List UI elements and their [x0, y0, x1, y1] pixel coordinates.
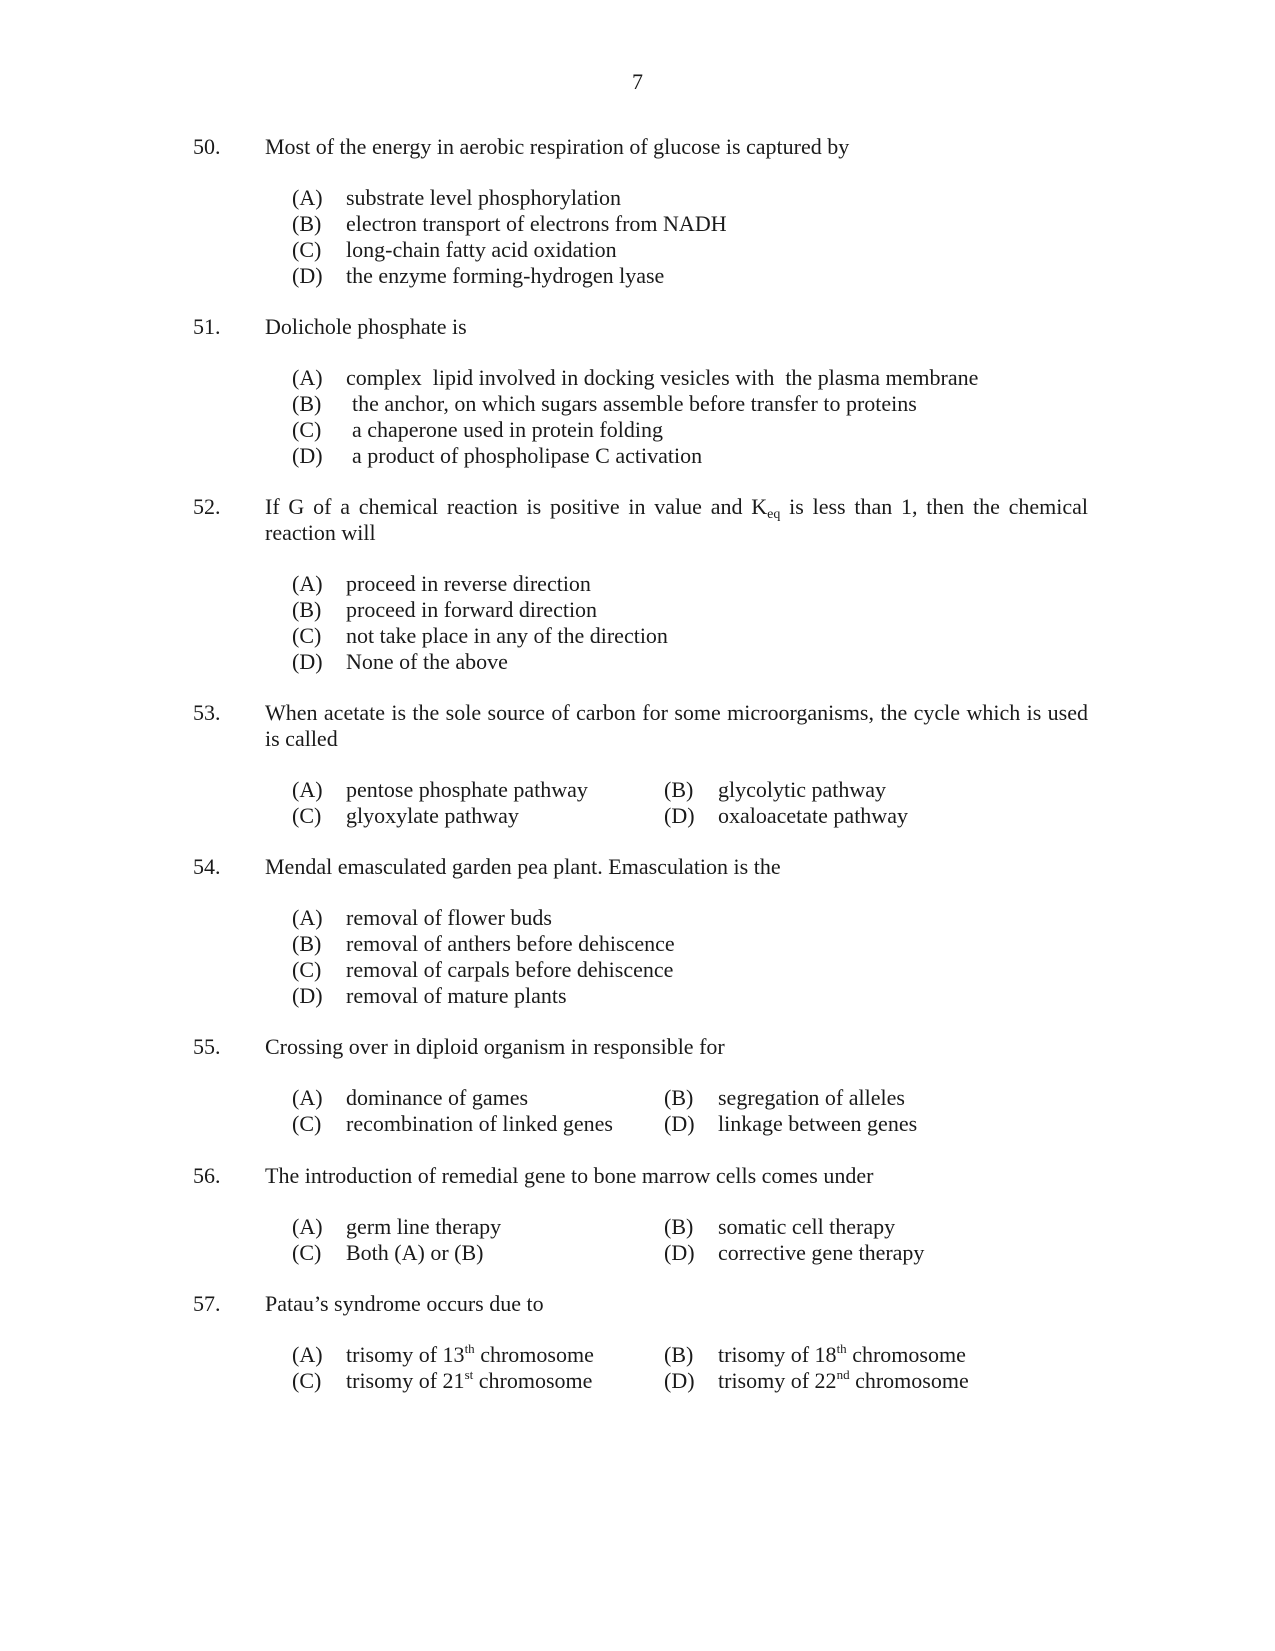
option-text: Both (A) or (B)	[346, 1240, 484, 1265]
option-b	[664, 1342, 1036, 1368]
option-text: None of the above	[346, 649, 508, 674]
option-label: (D)	[664, 1368, 695, 1393]
option-label: (C)	[292, 1111, 322, 1136]
option-label: (C)	[292, 417, 322, 442]
option-row	[292, 803, 1088, 829]
option-row	[292, 1368, 1088, 1394]
question-stem: Crossing over in diploid organism in responsible for	[265, 1034, 725, 1059]
option-d	[292, 263, 1088, 289]
question-stem: The introduction of remedial gene to bone marrow cells comes under	[265, 1163, 874, 1188]
option-label: (A)	[292, 905, 323, 930]
option-list	[292, 777, 1088, 829]
option-a	[292, 571, 1088, 597]
option-text: trisomy of 18th chromosome	[718, 1341, 966, 1367]
question-stem	[265, 494, 1088, 546]
option-c	[292, 803, 664, 829]
option-b	[292, 211, 1088, 237]
option-text: removal of flower buds	[346, 905, 552, 930]
option-text: a chaperone used in protein folding	[352, 417, 663, 442]
option-label: (C)	[292, 803, 322, 828]
option-text: complex lipid involved in docking vesicles with the plasma membrane	[346, 365, 979, 390]
question-stem: Most of the energy in aerobic respiration of glucose is captured by	[265, 134, 850, 159]
option-text: segregation of alleles	[718, 1085, 905, 1110]
option-row	[292, 1214, 1088, 1240]
option-label: (D)	[664, 1240, 695, 1265]
option-text: oxaloacetate pathway	[718, 803, 908, 828]
question-number: 56.	[193, 1163, 221, 1188]
option-text: trisomy of 22nd chromosome	[718, 1367, 969, 1393]
option-row	[292, 777, 1088, 803]
option-list	[292, 185, 1088, 289]
option-label: (D)	[292, 983, 323, 1008]
option-text: linkage between genes	[718, 1111, 918, 1136]
question-53	[193, 700, 1088, 829]
option-text: a product of phospholipase C activation	[352, 443, 703, 468]
option-text: the enzyme forming-hydrogen lyase	[346, 263, 665, 288]
option-d	[664, 1368, 1036, 1394]
option-label: (C)	[292, 1368, 322, 1393]
question-number: 54.	[193, 854, 221, 879]
option-row	[292, 1240, 1088, 1266]
option-label: (B)	[664, 1342, 694, 1367]
option-label: (D)	[664, 803, 695, 828]
question-number: 55.	[193, 1034, 221, 1059]
option-a	[292, 777, 664, 803]
option-label: (A)	[292, 571, 323, 596]
option-d	[292, 649, 1088, 675]
option-list	[292, 1342, 1088, 1394]
question-number: 57.	[193, 1291, 221, 1316]
option-text: removal of anthers before dehiscence	[346, 931, 675, 956]
option-list	[292, 905, 1088, 1009]
stem-subscript: eq	[767, 507, 781, 522]
option-label: (C)	[292, 237, 322, 262]
option-a	[292, 1214, 664, 1240]
option-b	[664, 1085, 1036, 1111]
question-54	[193, 854, 1088, 1009]
option-text: substrate level phosphorylation	[346, 185, 621, 210]
option-d	[664, 1111, 1036, 1137]
option-label: (A)	[292, 365, 323, 390]
question-55	[193, 1034, 1088, 1137]
question-number: 52.	[193, 494, 221, 519]
option-label: (C)	[292, 1240, 322, 1265]
option-label: (C)	[292, 957, 322, 982]
option-text: removal of carpals before dehiscence	[346, 957, 674, 982]
option-text: the anchor, on which sugars assemble before transfer to proteins	[352, 391, 917, 416]
question-number: 53.	[193, 700, 221, 725]
option-label: (D)	[292, 649, 323, 674]
option-d	[664, 1240, 1036, 1266]
option-label: (D)	[664, 1111, 695, 1136]
option-text: proceed in reverse direction	[346, 571, 591, 596]
option-label: (B)	[292, 597, 322, 622]
question-stem: Mendal emasculated garden pea plant. Emasculation is the	[265, 854, 781, 879]
option-text: pentose phosphate pathway	[346, 777, 588, 802]
option-label: (B)	[292, 391, 322, 416]
option-label: (A)	[292, 777, 323, 802]
option-label: (D)	[292, 443, 323, 468]
option-b	[292, 597, 1088, 623]
question-52	[193, 494, 1088, 675]
option-d	[664, 803, 1036, 829]
question-50	[193, 134, 1088, 289]
option-text: recombination of linked genes	[346, 1111, 613, 1136]
option-text: long-chain fatty acid oxidation	[346, 237, 617, 262]
option-list	[292, 1214, 1088, 1266]
option-label: (A)	[292, 1342, 323, 1367]
option-c	[292, 417, 1088, 443]
option-row	[292, 1111, 1088, 1137]
option-label: (D)	[292, 263, 323, 288]
question-number: 51.	[193, 314, 221, 339]
option-a	[292, 365, 1088, 391]
question-stem: When acetate is the sole source of carbon for some microorganisms, the cycle which is used is called	[265, 700, 1088, 751]
option-label: (A)	[292, 1085, 323, 1110]
option-a	[292, 1342, 664, 1368]
option-text: proceed in forward direction	[346, 597, 598, 622]
option-list	[292, 571, 1088, 675]
option-list	[292, 1085, 1088, 1137]
stem-text: If G of a chemical reaction is positive in value and K	[265, 494, 768, 519]
question-number: 50.	[193, 134, 221, 159]
option-c	[292, 1240, 664, 1266]
question-57	[193, 1291, 1088, 1394]
option-list	[292, 365, 1088, 469]
page-number: 7	[632, 69, 643, 94]
option-text: dominance of games	[346, 1085, 529, 1110]
option-text: removal of mature plants	[346, 983, 567, 1008]
option-b	[292, 391, 1088, 417]
question-stem: Patau’s syndrome occurs due to	[265, 1291, 544, 1316]
option-c	[292, 1368, 664, 1394]
option-d	[292, 443, 1088, 469]
option-d	[292, 983, 1088, 1009]
option-text: trisomy of 21st chromosome	[346, 1367, 593, 1393]
option-row	[292, 1342, 1088, 1368]
option-b	[664, 777, 1036, 803]
option-c	[292, 623, 1088, 649]
option-text: somatic cell therapy	[718, 1214, 896, 1239]
option-row	[292, 1085, 1088, 1111]
option-c	[292, 1111, 664, 1137]
stem-text: is less than 1, then the chemical reaction will	[265, 494, 1089, 545]
option-label: (C)	[292, 623, 322, 648]
option-label: (A)	[292, 185, 323, 210]
option-label: (B)	[664, 777, 694, 802]
option-a	[292, 1085, 664, 1111]
option-label: (A)	[292, 1214, 323, 1239]
option-text: glyoxylate pathway	[346, 803, 519, 828]
option-b	[664, 1214, 1036, 1240]
option-c	[292, 957, 1088, 983]
question-56	[193, 1163, 1088, 1266]
option-c	[292, 237, 1088, 263]
option-a	[292, 185, 1088, 211]
question-stem: Dolichole phosphate is	[265, 314, 467, 339]
option-text: glycolytic pathway	[718, 777, 887, 802]
option-text: trisomy of 13th chromosome	[346, 1341, 594, 1367]
option-label: (B)	[292, 211, 322, 236]
option-label: (B)	[292, 931, 322, 956]
option-label: (B)	[664, 1085, 694, 1110]
question-51	[193, 314, 1088, 469]
option-text: corrective gene therapy	[718, 1240, 925, 1265]
option-text: electron transport of electrons from NADH	[346, 211, 727, 236]
option-text: germ line therapy	[346, 1214, 502, 1239]
option-b	[292, 931, 1088, 957]
option-text: not take place in any of the direction	[346, 623, 668, 648]
option-label: (B)	[664, 1214, 694, 1239]
option-a	[292, 905, 1088, 931]
